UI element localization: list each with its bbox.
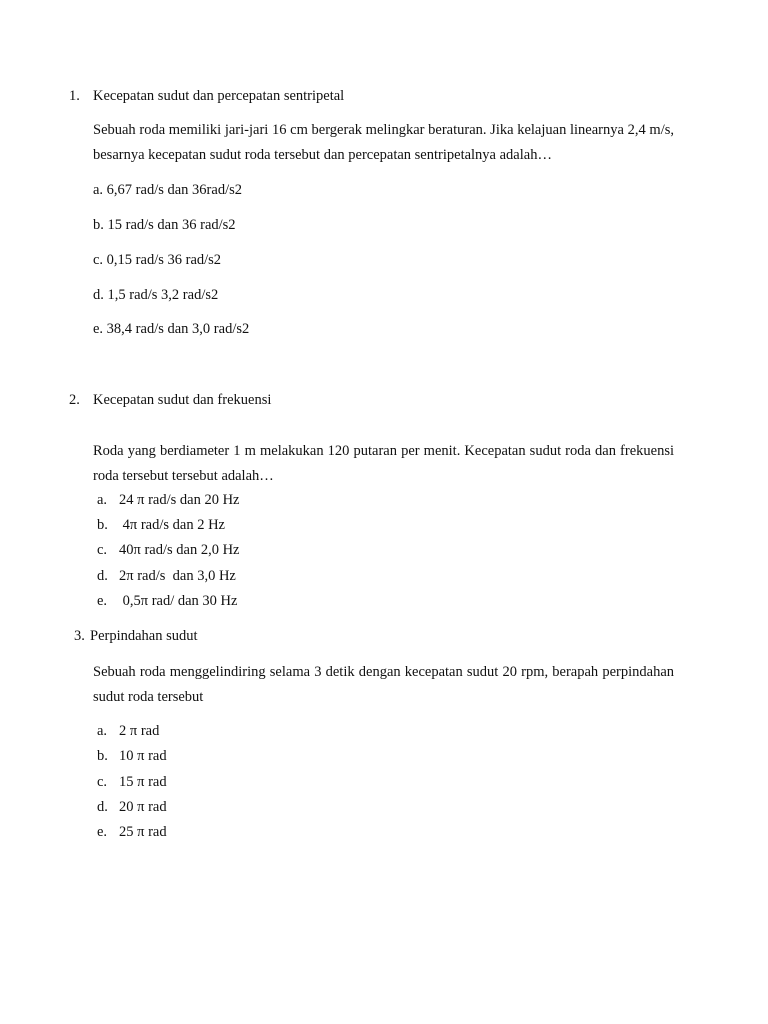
option-letter: e. xyxy=(97,593,108,609)
option-letter: e. xyxy=(97,824,108,840)
question-2-topic: Kecepatan sudut dan frekuensi xyxy=(93,392,272,408)
question-1-text: Sebuah roda memiliki jari-jari 16 cm bergerak melingkar beraturan. Jika kelajuan linearnya 2,4 m/s, besarnya kecepatan sudut roda tersebut dan percepatan sentripetalnya adalah… xyxy=(93,122,674,163)
question-1-topic: Kecepatan sudut dan percepatan sentripetal xyxy=(93,88,345,104)
option-letter: c. xyxy=(97,542,108,558)
question-3-option-e xyxy=(97,824,167,841)
option-letter: a. xyxy=(97,723,108,739)
option-text: 15 π rad xyxy=(119,774,167,790)
option-text: 10 π rad xyxy=(119,748,167,764)
question-1-option-c: c. 0,15 rad/s 36 rad/s2 xyxy=(93,252,222,268)
question-2-option-c xyxy=(97,542,239,559)
option-text: 2 π rad xyxy=(119,723,160,739)
question-3-option-c xyxy=(97,774,167,791)
question-1-option-a: a. 6,67 rad/s dan 36rad/s2 xyxy=(93,182,242,198)
question-3-option-a xyxy=(97,723,159,740)
option-text: 25 π rad xyxy=(119,824,167,840)
option-letter: a. xyxy=(97,492,108,508)
question-3-topic: Perpindahan sudut xyxy=(90,628,198,644)
option-letter: d. xyxy=(97,568,108,584)
option-text: 2π rad/s dan 3,0 Hz xyxy=(119,568,236,584)
question-1-option-d: d. 1,5 rad/s 3,2 rad/s2 xyxy=(93,287,219,303)
question-2-option-d xyxy=(97,568,236,585)
option-text: 0,5π rad/ dan 30 Hz xyxy=(119,593,238,609)
option-letter: b. xyxy=(97,748,108,764)
question-3-heading xyxy=(74,628,198,645)
option-letter: b. xyxy=(97,517,108,533)
question-1-number: 1. xyxy=(69,88,80,104)
option-letter: d. xyxy=(97,799,108,815)
question-3-text: Sebuah roda menggelindiring selama 3 detik dengan kecepatan sudut 20 rpm, berapah perpindahan sudut roda tersebut xyxy=(93,664,674,705)
option-letter: c. xyxy=(97,774,108,790)
question-2-number: 2. xyxy=(69,392,80,408)
question-2-option-a xyxy=(97,492,239,509)
question-2-text: Roda yang berdiameter 1 m melakukan 120 putaran per menit. Kecepatan sudut roda dan frekuensi roda tersebut tersebut adalah… xyxy=(93,443,674,484)
question-1-option-b: b. 15 rad/s dan 36 rad/s2 xyxy=(93,217,236,233)
option-text: 24 π rad/s dan 20 Hz xyxy=(119,492,240,508)
question-2-option-e xyxy=(97,593,237,610)
option-text: 4π rad/s dan 2 Hz xyxy=(119,517,225,533)
question-3-option-d xyxy=(97,799,167,816)
question-3-option-b xyxy=(97,748,167,765)
option-text: 20 π rad xyxy=(119,799,167,815)
question-3-number: 3. xyxy=(74,628,85,644)
question-2-heading xyxy=(69,392,271,409)
question-2-option-b xyxy=(97,517,225,534)
question-1-heading xyxy=(69,88,344,105)
option-text: 40π rad/s dan 2,0 Hz xyxy=(119,542,240,558)
question-1-option-e: e. 38,4 rad/s dan 3,0 rad/s2 xyxy=(93,321,250,337)
